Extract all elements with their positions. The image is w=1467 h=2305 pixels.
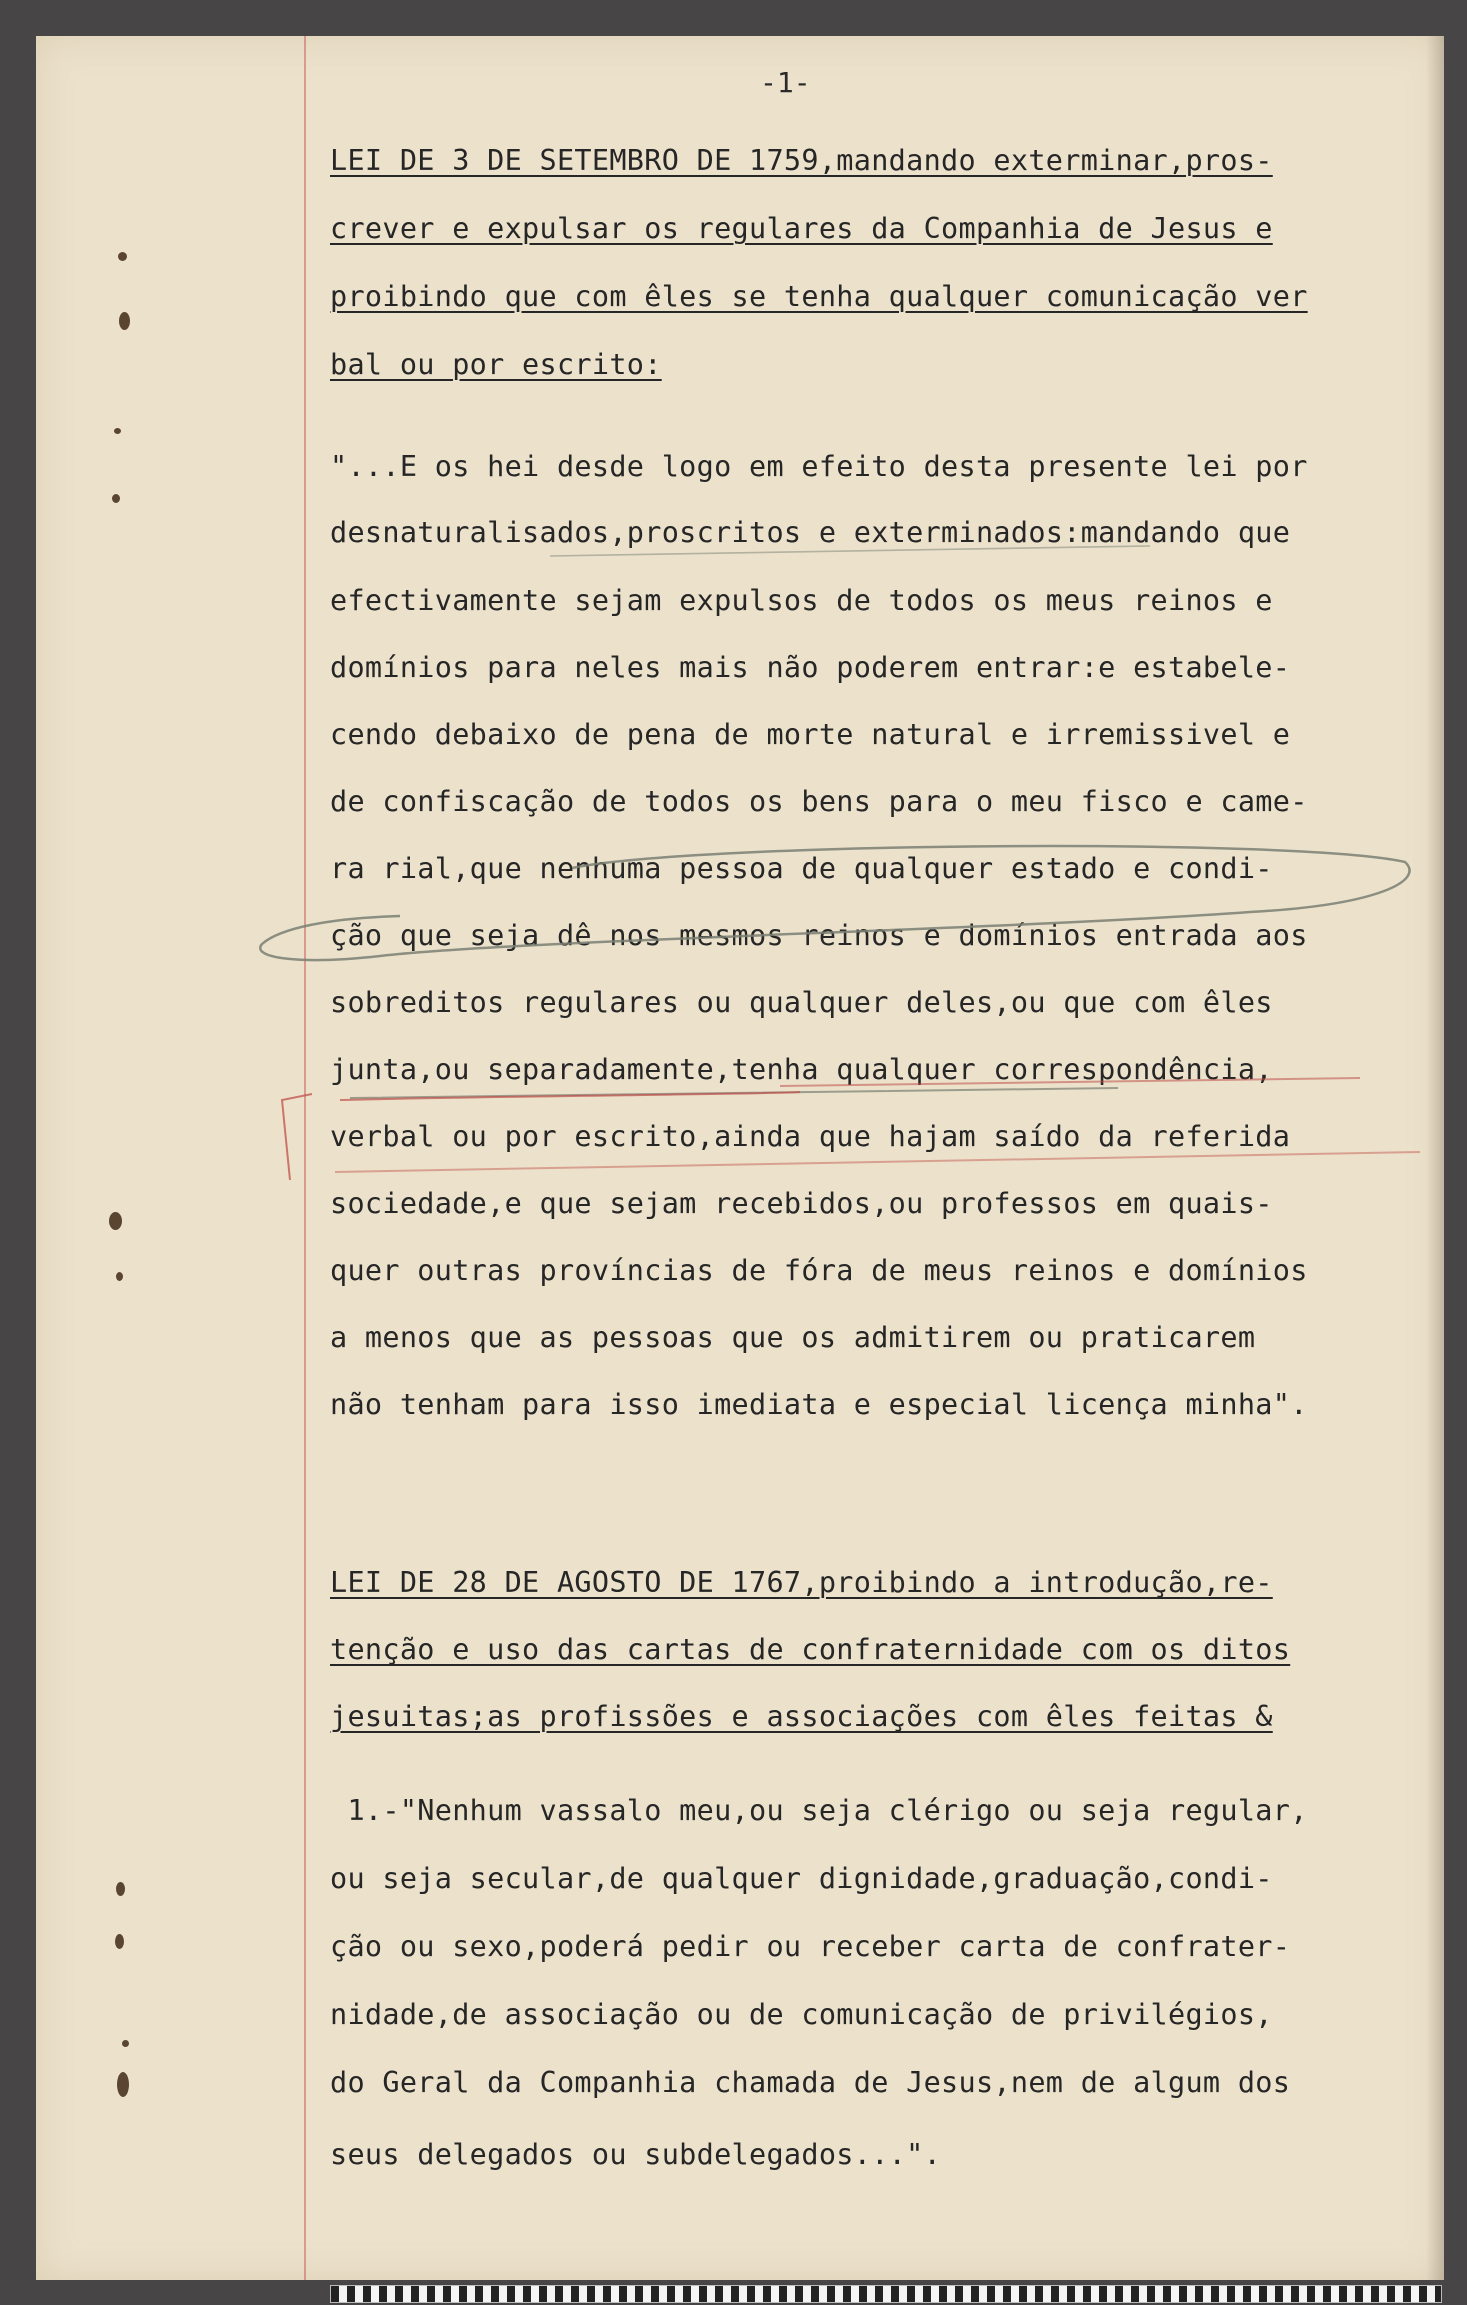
quote-line: ou seja secular,de qualquer dignidade,graduação,condi- (330, 1862, 1273, 1895)
quote-line: quer outras províncias de fóra de meus reinos e domínios (330, 1254, 1308, 1287)
binding-hole (118, 252, 127, 261)
law-heading-line: proibindo que com êles se tenha qualquer comunicação ver (330, 280, 1308, 313)
law-heading-line: jesuitas;as profissões e associações com êles feitas & (330, 1700, 1273, 1733)
quote-line: ção que seja dê nos mesmos reinos e domínios entrada aos (330, 919, 1308, 952)
binding-hole (116, 1272, 123, 1281)
law-heading-line: bal ou por escrito: (330, 348, 662, 381)
binding-hole (122, 2040, 129, 2047)
quote-line: do Geral da Companhia chamada de Jesus,nem de algum dos (330, 2066, 1291, 2099)
page-number: -1- (760, 66, 811, 99)
quote-line: domínios para neles mais não poderem entrar:e estabele- (330, 651, 1291, 684)
quote-line: desnaturalisados,proscritos e exterminados:mandando que (330, 516, 1291, 549)
page-edge-shadow (1426, 36, 1444, 2280)
quote-line: sobreditos regulares ou qualquer deles,ou que com êles (330, 986, 1273, 1019)
quote-line: "...E os hei desde logo em efeito desta presente lei por (330, 450, 1308, 483)
quote-line: não tenham para isso imediata e especial licença minha". (330, 1388, 1308, 1421)
binding-hole (112, 494, 120, 503)
quote-line: a menos que as pessoas que os admitirem ou praticarem (330, 1321, 1256, 1354)
quote-line: de confiscação de todos os bens para o meu fisco e came- (330, 785, 1308, 818)
law-heading-line: LEI DE 28 DE AGOSTO DE 1767,proibindo a introdução,re- (330, 1566, 1273, 1599)
binding-hole (115, 1934, 124, 1949)
quote-line: nidade,de associação ou de comunicação de privilégios, (330, 1998, 1273, 2031)
binding-hole (119, 312, 130, 330)
law-heading-line: LEI DE 3 DE SETEMBRO DE 1759,mandando exterminar,pros- (330, 144, 1273, 177)
binding-hole (114, 428, 121, 434)
quote-line: 1.-"Nenhum vassalo meu,ou seja clérigo ou seja regular, (330, 1794, 1308, 1827)
binding-hole (109, 1212, 122, 1230)
margin-rule (304, 36, 306, 2280)
binding-hole (116, 1882, 125, 1896)
binding-hole (117, 2072, 129, 2097)
quote-line: seus delegados ou subdelegados...". (330, 2138, 942, 2171)
quote-line: verbal ou por escrito,ainda que hajam saído da referida (330, 1120, 1291, 1153)
quote-line: cendo debaixo de pena de morte natural e irremissivel e (330, 718, 1291, 751)
scale-ruler (330, 2285, 1442, 2303)
quote-line: ra rial,que nenhuma pessoa de qualquer estado e condi- (330, 852, 1273, 885)
quote-line: ção ou sexo,poderá pedir ou receber carta de confrater- (330, 1930, 1291, 1963)
quote-line: sociedade,e que sejam recebidos,ou professos em quais- (330, 1187, 1273, 1220)
law-heading-line: crever e expulsar os regulares da Companhia de Jesus e (330, 212, 1273, 245)
quote-line: efectivamente sejam expulsos de todos os meus reinos e (330, 584, 1273, 617)
law-heading-line: tenção e uso das cartas de confraternidade com os ditos (330, 1633, 1291, 1666)
quote-line: junta,ou separadamente,tenha qualquer correspondência, (330, 1053, 1273, 1086)
